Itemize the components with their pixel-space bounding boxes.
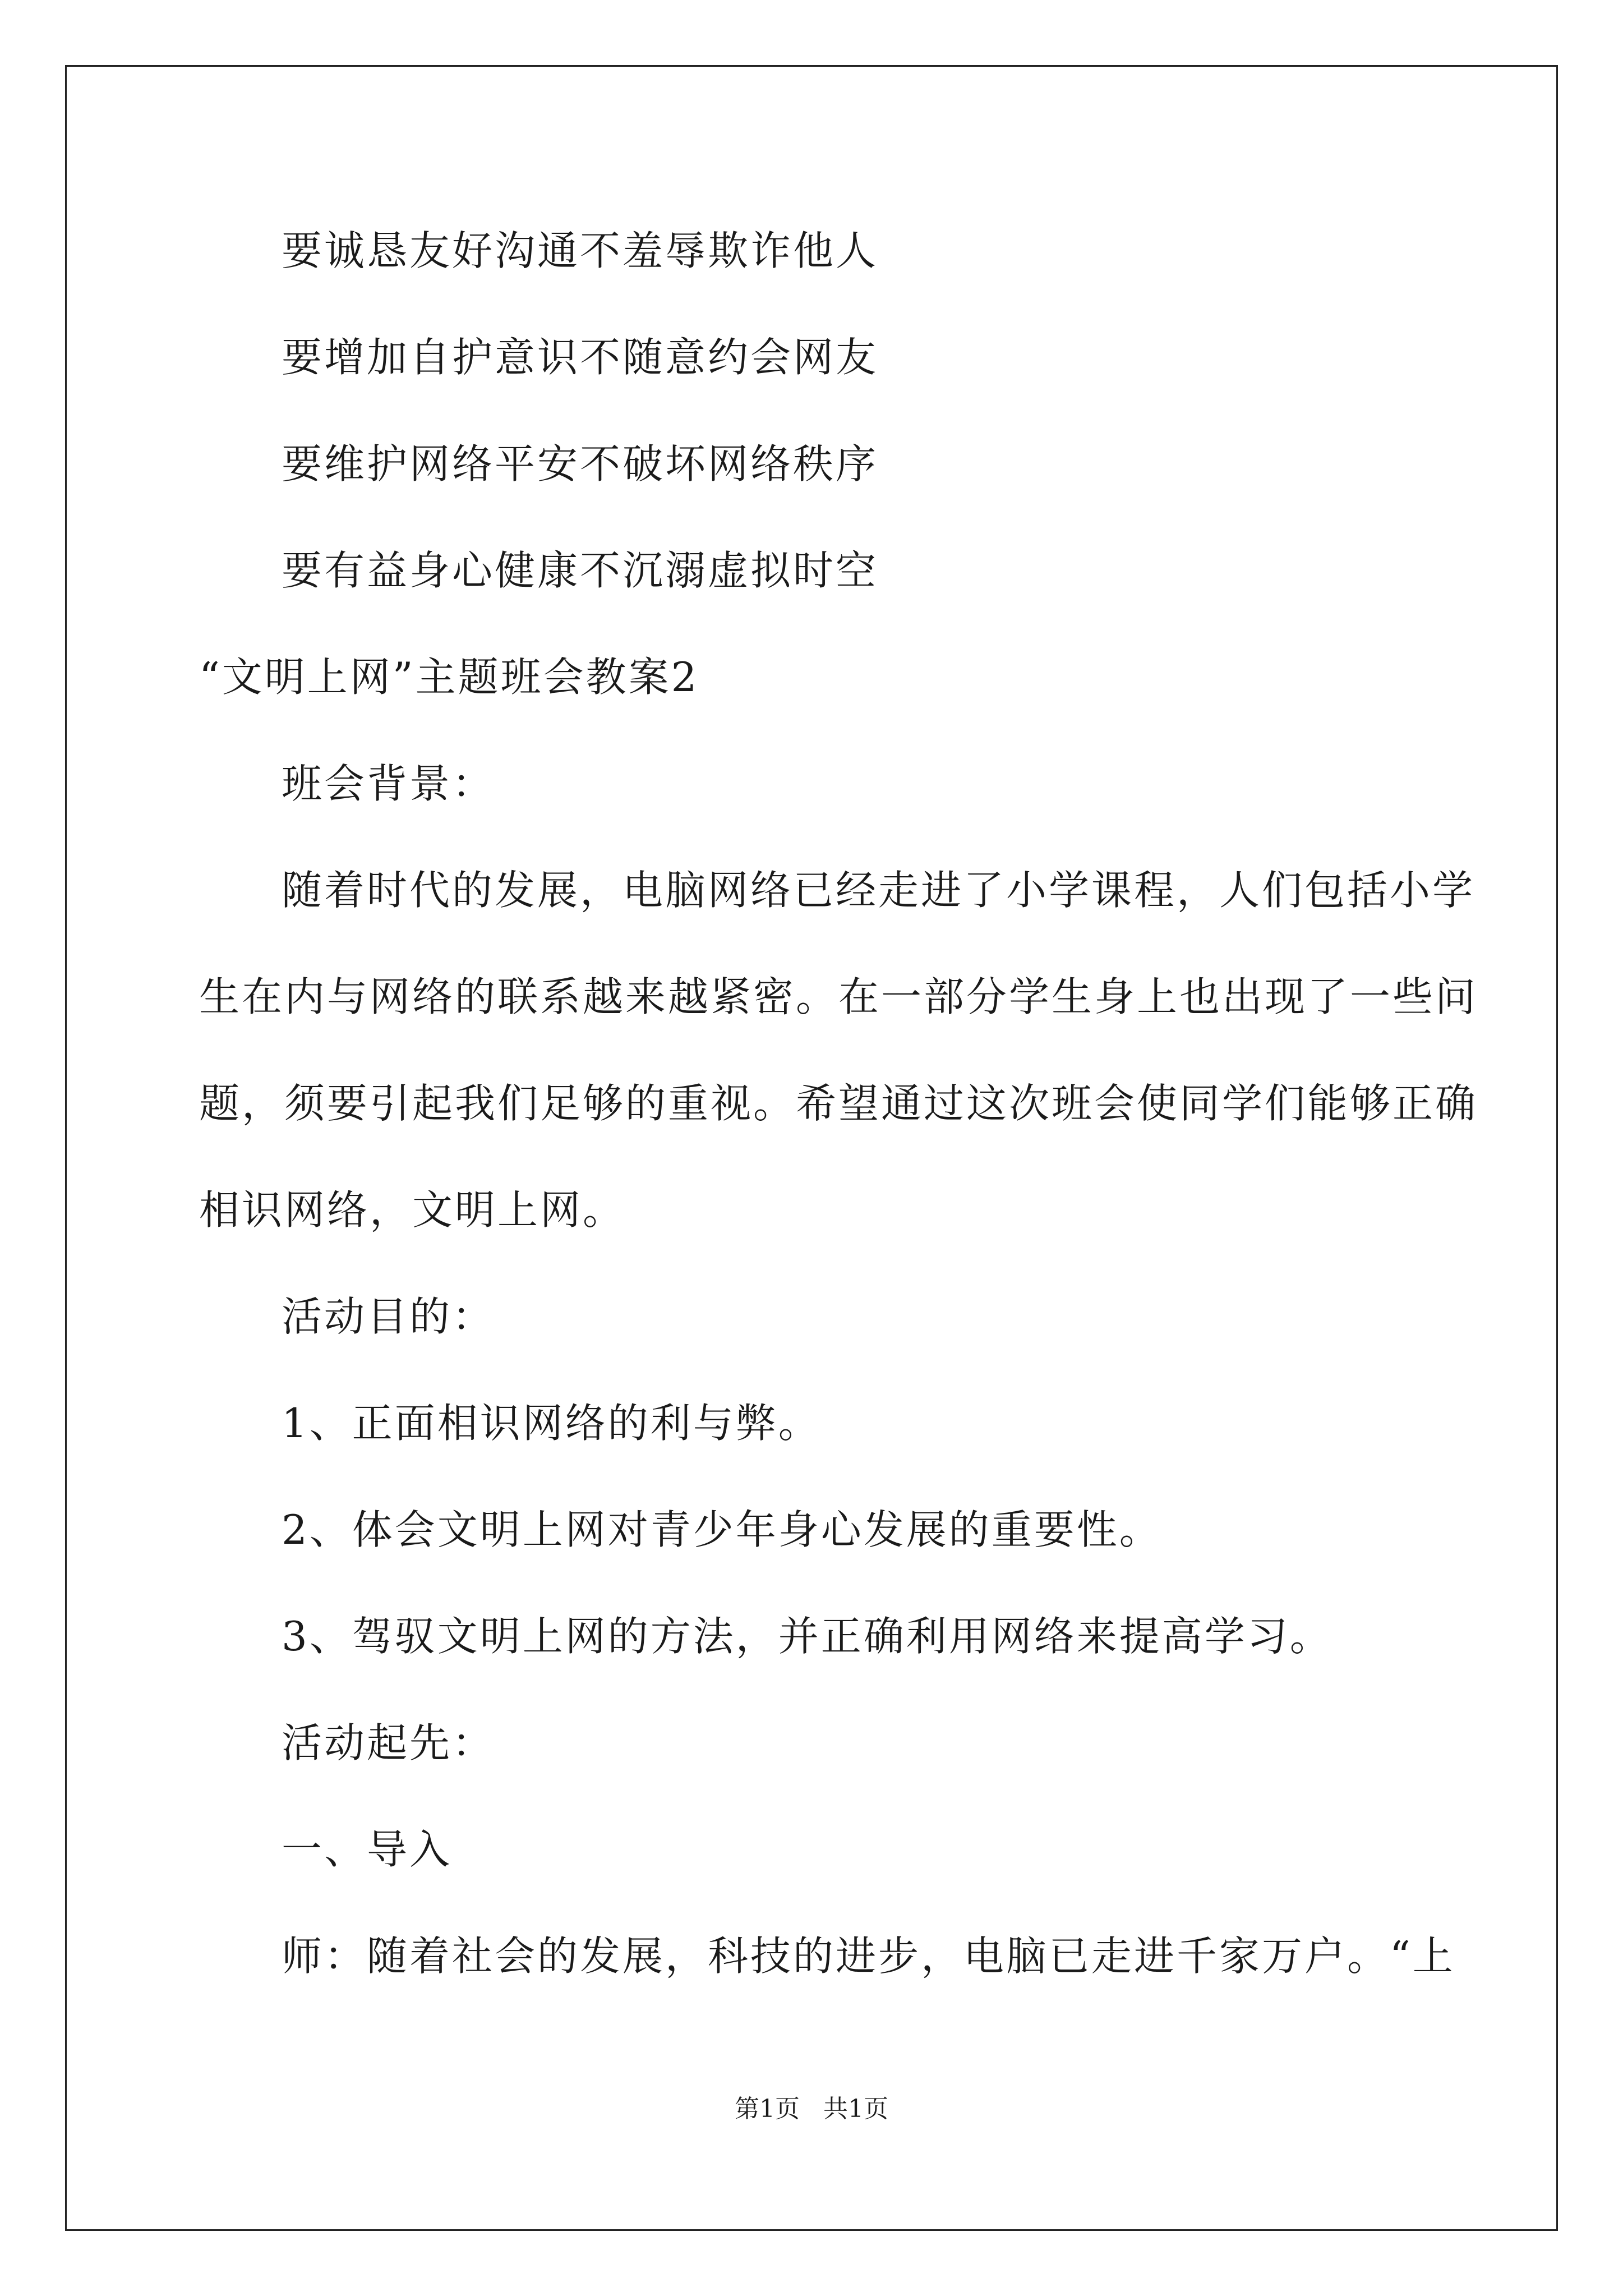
text-line: 活动目的： (282, 1293, 495, 1340)
text-line: 要维护网络平安不破坏网络秩序 (282, 440, 879, 487)
text-line: 相识网络，文明上网。 (199, 1186, 626, 1234)
text-line: 题，须要引起我们足够的重视。希望通过这次班会使同学们能够正确 (199, 1080, 1478, 1127)
text-line: 师：随着社会的发展，科技的进步，电脑已走进千家万户。“上 (282, 1932, 1455, 1980)
text-line: 要增加自护意识不随意约会网友 (282, 334, 879, 381)
text-line: 生在内与网络的联系越来越紧密。在一部分学生身上也出现了一些问 (199, 973, 1478, 1020)
text-line: 要有益身心健康不沉溺虚拟时空 (282, 547, 879, 594)
page-frame (65, 65, 1558, 2231)
page-number-footer: 第1页 共1页 (735, 2095, 888, 2123)
text-line: 活动起先： (282, 1719, 495, 1766)
section-heading: “文明上网”主题班会教案2 (199, 654, 699, 701)
text-line: 要诚恳友好沟通不羞辱欺诈他人 (282, 227, 879, 274)
text-line: 3、驾驭文明上网的方法，并正确利用网络来提高学习。 (282, 1613, 1332, 1660)
text-line: 一、导入 (282, 1826, 453, 1873)
text-line: 2、体会文明上网对青少年身心发展的重要性。 (282, 1506, 1162, 1553)
text-line: 随着时代的发展，电脑网络已经走进了小学课程，人们包括小学 (282, 867, 1476, 914)
text-line: 班会背景： (282, 760, 495, 807)
text-line: 1、正面相识网络的利与弊。 (282, 1400, 821, 1447)
